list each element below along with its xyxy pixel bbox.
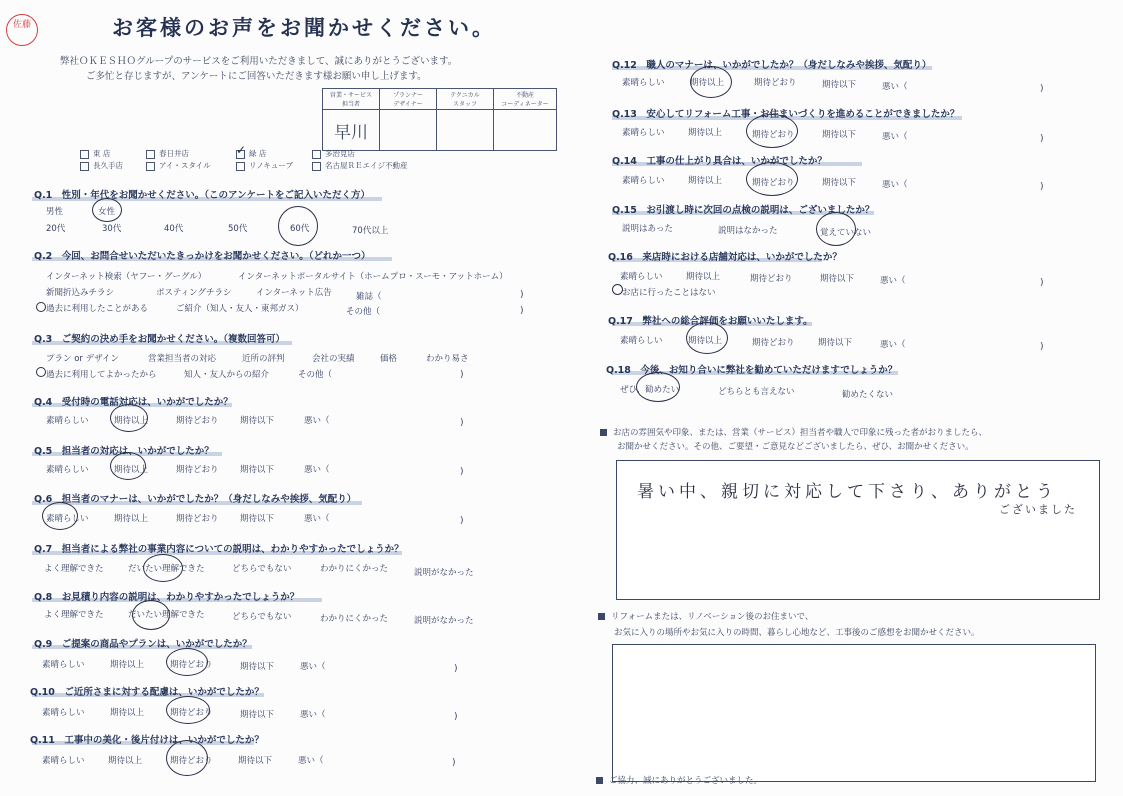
- store-checkbox-re-age[interactable]: 名古屋ＲＥエイジ不動産: [312, 160, 408, 171]
- square-bullet-icon: [598, 613, 605, 620]
- staff-value-planner[interactable]: [380, 110, 437, 151]
- q4-opt-1[interactable]: 素晴らしい: [46, 416, 89, 426]
- q16-opt-3[interactable]: 期待どおり: [750, 274, 793, 284]
- q13-opt-1[interactable]: 素晴らしい: [622, 128, 665, 138]
- q8-opt-3[interactable]: どちらでもない: [232, 612, 292, 622]
- q8-opt-2[interactable]: だいたい理解できた: [128, 610, 205, 620]
- q18-title: Q.18 今後、お知り合いに弊社を勧めていただけますでしょうか？: [606, 365, 898, 376]
- q1-title: Q.1 性別・年代をお聞かせください。（このアンケートをご記入いただく方）: [34, 190, 370, 201]
- q2-opt-posting[interactable]: ポスティングチラシ: [156, 288, 232, 298]
- comment1-prompt-line2: お聞かせください。その他、ご要望・ご意見などございましたら、ぜひ、お聞かせください。: [617, 442, 974, 452]
- answer-circle: [36, 367, 46, 377]
- q5-title: Q.5 担当者の対応は、いかがでしたか？: [34, 446, 214, 457]
- q7-opt-5[interactable]: 説明がなかった: [414, 568, 474, 578]
- q5-paren-close: ): [460, 467, 464, 477]
- store-checkbox-renocube[interactable]: リノキューブ: [236, 160, 293, 171]
- q10-opt-4[interactable]: 期待以下: [240, 710, 275, 720]
- staff-header-technical: テクニカル スタッフ: [437, 89, 494, 110]
- q2-paren-close: ): [520, 306, 524, 316]
- q8-opt-1[interactable]: よく理解できた: [44, 610, 104, 620]
- page-title: お客様のお声をお聞かせください。: [112, 16, 496, 40]
- q2-opt-webad[interactable]: インターネット広告: [256, 288, 332, 298]
- q4-opt-4[interactable]: 期待以下: [240, 416, 275, 426]
- staff-header-realestate: 不動産 コーディネーター: [494, 89, 557, 110]
- q10-opt-5[interactable]: 悪い（: [300, 710, 326, 720]
- q11-opt-4[interactable]: 期待以下: [238, 756, 273, 766]
- q12-opt-1[interactable]: 素晴らしい: [622, 78, 665, 88]
- q11-title: Q.11 工事中の美化・後片付けは、いかがでしたか？: [30, 735, 264, 746]
- q10-opt-1[interactable]: 素晴らしい: [42, 708, 85, 718]
- q9-opt-1[interactable]: 素晴らしい: [42, 660, 85, 670]
- comment2-textarea[interactable]: [612, 644, 1096, 782]
- q17-title: Q.17 弊社への総合評価をお願いいたします。: [608, 316, 813, 327]
- answer-circle: [110, 452, 149, 480]
- q14-paren-close: ): [1040, 182, 1044, 192]
- q3-opt-plan[interactable]: プラン or デザイン: [46, 354, 120, 364]
- q7-opt-1[interactable]: よく理解できた: [44, 564, 104, 574]
- answer-circle: [42, 502, 78, 530]
- q16-title: Q.16 来店時における店舗対応は、いかがでしたか？: [608, 252, 842, 263]
- q3-opt-track[interactable]: 会社の実績: [312, 354, 355, 364]
- q11-opt-3[interactable]: 期待どおり: [170, 756, 213, 766]
- q17-opt-1[interactable]: 素晴らしい: [620, 336, 663, 346]
- q10-title: Q.10 ご近所さまに対する配慮は、いかがでしたか？: [30, 687, 264, 698]
- q14-opt-5[interactable]: 悪い（: [882, 180, 908, 190]
- q4-title: Q.4 受付時の電話対応は、いかがでしたか？: [34, 397, 233, 408]
- q2-opt-magazine[interactable]: 雑誌（: [356, 292, 382, 302]
- q4-opt-2[interactable]: 期待以上: [114, 416, 149, 426]
- q9-opt-4[interactable]: 期待以下: [240, 662, 275, 672]
- q11-opt-1[interactable]: 素晴らしい: [42, 756, 85, 766]
- q3-title: Q.3 ご契約の決め手をお聞かせください。（複数回答可）: [34, 334, 286, 345]
- thanks-line: ご協力、誠にありがとうございました。: [596, 774, 762, 786]
- q12-opt-3[interactable]: 期待どおり: [754, 78, 797, 88]
- q4-paren-close: ): [460, 418, 464, 428]
- q5-opt-2[interactable]: 期待以上: [114, 465, 149, 475]
- q2-opt-portal[interactable]: インターネットポータルサイト（ホームプロ・スーモ・アットホーム）: [238, 272, 508, 282]
- q7-opt-2[interactable]: だいたい理解できた: [128, 564, 205, 574]
- q1-opt-20s[interactable]: 20代: [46, 224, 66, 234]
- answer-circle: [166, 648, 208, 676]
- answer-circle: [686, 322, 728, 354]
- q18-opt-1[interactable]: ぜひ、勧めたい: [620, 385, 680, 395]
- q17-opt-5[interactable]: 悪い（: [880, 340, 906, 350]
- q16-opt-5[interactable]: 悪い（: [880, 276, 906, 286]
- answer-circle: [636, 372, 680, 402]
- q14-opt-4[interactable]: 期待以下: [822, 178, 857, 188]
- answer-circle: [690, 66, 732, 98]
- answer-circle: [746, 114, 798, 148]
- comment1-handwriting-line1: 暑い中、親切に対応して下さり、ありがとう: [637, 482, 1057, 502]
- comment1-handwriting-line2: ございました: [999, 503, 1077, 516]
- q7-opt-4[interactable]: わかりにくかった: [320, 564, 389, 574]
- q12-title: Q.12 職人のマナーは、いかがでしたか？（身だしなみや挨拶、気配り）: [612, 60, 932, 71]
- q12-opt-2[interactable]: 期待以上: [690, 78, 725, 88]
- q10-opt-3[interactable]: 期待どおり: [170, 708, 213, 718]
- q6-title: Q.6 担当者のマナーは、いかがでしたか？（身だしなみや挨拶、気配り）: [34, 494, 357, 505]
- q17-paren-close: ): [1040, 342, 1044, 352]
- q17-opt-3[interactable]: 期待どおり: [752, 338, 795, 348]
- checkbox-icon: [236, 162, 245, 171]
- answer-circle: [166, 740, 208, 776]
- store-checkbox-istyle[interactable]: アイ・スタイル: [146, 160, 211, 171]
- checkbox-icon: [312, 150, 321, 159]
- store-checkbox-tajimi[interactable]: 多治見店: [312, 148, 355, 159]
- q15-opt-3[interactable]: 覚えていない: [820, 228, 872, 238]
- q8-opt-4[interactable]: わかりにくかった: [320, 614, 389, 624]
- q5-opt-4[interactable]: 期待以下: [240, 465, 275, 475]
- intro-line-1: 弊社ＯＫＥＳＨＯグループのサービスをご利用いただきまして、誠にありがとうございます。: [60, 56, 458, 67]
- q1-opt-40s[interactable]: 40代: [164, 224, 184, 234]
- stamp-text: 佐藤: [12, 20, 31, 30]
- q13-title: Q.13 安心してリフォーム工事・お住まいづくりを進めることができましたか？: [612, 109, 960, 120]
- comment1-textarea[interactable]: [616, 460, 1100, 600]
- q12-opt-5[interactable]: 悪い（: [882, 82, 908, 92]
- q7-opt-3[interactable]: どちらでもない: [232, 564, 292, 574]
- q5-opt-5[interactable]: 悪い（: [304, 465, 330, 475]
- q18-opt-3[interactable]: 勧めたくない: [842, 390, 894, 400]
- q6-opt-2[interactable]: 期待以上: [114, 514, 149, 524]
- comment1-prompt-line1: お店の雰囲気や印象、または、営業（サービス）担当者や職人で印象に残った者がおりましたら、: [600, 426, 987, 438]
- q9-paren-close: ): [454, 664, 458, 674]
- q9-opt-3[interactable]: 期待どおり: [170, 660, 213, 670]
- answer-circle: [110, 404, 148, 432]
- q2-paren-close: ): [520, 290, 524, 300]
- store-checkbox-midori[interactable]: 緑 店 ✓: [236, 143, 267, 158]
- q13-opt-4[interactable]: 期待以下: [822, 130, 857, 140]
- staff-header-planner: プランナー デザイナー: [380, 89, 437, 110]
- q11-opt-5[interactable]: 悪い（: [298, 756, 324, 766]
- q16-opt-4[interactable]: 期待以下: [820, 274, 855, 284]
- q8-title: Q.8 お見積り内容の説明は、わかりやすかったでしょうか？: [34, 592, 300, 603]
- q16-opt-never[interactable]: お店に行ったことはない: [622, 288, 716, 298]
- q3-opt-price[interactable]: 価格: [380, 354, 398, 364]
- comment2-prompt-line1: リフォームまたは、リノベーション後のお住まいで、: [598, 610, 813, 622]
- q13-paren-close: ): [1040, 134, 1044, 144]
- answer-circle: [278, 206, 318, 246]
- q3-opt-sales[interactable]: 営業担当者の対応: [148, 354, 217, 364]
- q3-opt-clarity[interactable]: わかり易さ: [426, 354, 469, 364]
- q16-opt-2[interactable]: 期待以上: [686, 272, 721, 282]
- q2-opt-referral[interactable]: ご紹介（知人・友人・東邦ガス）: [176, 304, 304, 314]
- check-mark-icon: ✓: [236, 143, 247, 157]
- q3-opt-past-good[interactable]: 過去に利用してよかったから: [46, 370, 157, 380]
- q9-title: Q.9 ご提案の商品やプランは、いかがでしたか？: [34, 639, 252, 650]
- store-checkbox-nagakute[interactable]: 長久手店: [80, 160, 123, 171]
- q10-opt-2[interactable]: 期待以上: [110, 708, 145, 718]
- q15-opt-2[interactable]: 説明はなかった: [718, 226, 778, 236]
- answer-circle: [746, 162, 798, 196]
- q15-opt-1[interactable]: 説明はあった: [622, 224, 673, 234]
- checkbox-icon: [312, 162, 321, 171]
- checkbox-icon: [146, 162, 155, 171]
- q1-opt-30s[interactable]: 30代: [102, 224, 122, 234]
- answer-circle: [166, 696, 210, 724]
- q2-opt-other[interactable]: その他（: [346, 307, 381, 317]
- staff-value-realestate[interactable]: [494, 110, 557, 151]
- q3-opt-reputation[interactable]: 近所の評判: [242, 354, 285, 364]
- q9-opt-2[interactable]: 期待以上: [110, 660, 145, 670]
- square-bullet-icon: [596, 777, 603, 784]
- q14-opt-3[interactable]: 期待どおり: [752, 178, 795, 188]
- answer-circle: [92, 198, 122, 222]
- staff-value-sales[interactable]: 早川: [323, 110, 380, 151]
- q4-opt-3[interactable]: 期待どおり: [176, 416, 219, 426]
- q14-title: Q.14 工事の仕上がり具合は、いかがでしたか？: [612, 156, 827, 167]
- q14-opt-1[interactable]: 素晴らしい: [622, 176, 665, 186]
- q6-paren-close: ): [460, 516, 464, 526]
- answer-circle: [132, 600, 170, 630]
- q16-paren-close: ): [1040, 278, 1044, 288]
- q9-opt-5[interactable]: 悪い（: [300, 662, 326, 672]
- q1-opt-female[interactable]: 女性: [98, 207, 116, 217]
- checkbox-icon: [146, 150, 155, 159]
- comment2-prompt-line2: お気に入りの場所やお気に入りの時間、暮らし心地など、工事後のご感想をお聞かせください。: [614, 628, 980, 638]
- q6-opt-5[interactable]: 悪い（: [304, 514, 330, 524]
- q6-opt-1[interactable]: 素晴らしい: [46, 514, 89, 524]
- q6-opt-4[interactable]: 期待以下: [240, 514, 275, 524]
- store-checkbox-kasugai[interactable]: 春日井店: [146, 148, 189, 159]
- store-checkbox-higashi[interactable]: 東 店: [80, 148, 110, 159]
- q13-opt-5[interactable]: 悪い（: [882, 132, 908, 142]
- q3-opt-friend[interactable]: 知人・友人からの紹介: [184, 370, 270, 380]
- answer-circle: [816, 212, 856, 246]
- q3-opt-other[interactable]: その他（: [298, 370, 333, 380]
- q12-opt-4[interactable]: 期待以下: [822, 80, 857, 90]
- q2-title: Q.2 今回、お問合せいただいたきっかけをお聞かせください。（どれか一つ）: [34, 251, 371, 262]
- q16-opt-1[interactable]: 素晴らしい: [620, 272, 663, 282]
- answer-circle: [612, 284, 623, 295]
- q7-title: Q.7 担当者による弊社の事業内容についての説明は、わかりやすかったでしょうか？: [34, 544, 404, 555]
- q10-paren-close: ): [454, 712, 458, 722]
- q4-opt-5[interactable]: 悪い（: [304, 416, 330, 426]
- q15-title: Q.15 お引渡し時に次回の点検の説明は、ございましたか？: [612, 205, 875, 216]
- q14-opt-2[interactable]: 期待以上: [688, 176, 723, 186]
- q2-opt-flyer[interactable]: 新聞折込みチラシ: [46, 288, 115, 298]
- q18-opt-2[interactable]: どちらとも言えない: [718, 387, 795, 397]
- q2-opt-search[interactable]: インターネット検索（ヤフー・グーグル）: [46, 272, 207, 282]
- q8-opt-5[interactable]: 説明がなかった: [414, 616, 474, 626]
- q11-opt-2[interactable]: 期待以上: [108, 756, 143, 766]
- square-bullet-icon: [600, 429, 607, 436]
- q1-opt-male[interactable]: 男性: [46, 207, 64, 217]
- intro-line-2: ご多忙と存じますが、アンケートにご回答いただきます様お願い申し上げます。: [86, 71, 427, 82]
- q1-opt-70s[interactable]: 70代以上: [352, 226, 389, 236]
- q11-paren-close: ): [452, 758, 456, 768]
- q3-paren-close: ): [460, 370, 464, 380]
- staff-header-sales: 営業・サービス 担当者: [323, 89, 380, 110]
- answer-circle: [143, 554, 183, 582]
- q5-opt-1[interactable]: 素晴らしい: [46, 465, 89, 475]
- q17-opt-2[interactable]: 期待以上: [688, 336, 723, 346]
- staff-table: [322, 88, 557, 151]
- q13-opt-3[interactable]: 期待どおり: [752, 130, 795, 140]
- checkbox-icon: [80, 162, 89, 171]
- q5-opt-3[interactable]: 期待どおり: [176, 465, 219, 475]
- q1-opt-60s[interactable]: 60代: [290, 224, 310, 234]
- staff-value-technical[interactable]: [437, 110, 494, 151]
- checkbox-icon: [80, 150, 89, 159]
- name-stamp-seal: [6, 14, 38, 46]
- q13-opt-2[interactable]: 期待以上: [688, 128, 723, 138]
- q1-opt-50s[interactable]: 50代: [228, 224, 248, 234]
- q6-opt-3[interactable]: 期待どおり: [176, 514, 219, 524]
- answer-circle: [36, 302, 46, 312]
- q2-opt-past-use[interactable]: 過去に利用したことがある: [46, 304, 149, 314]
- q17-opt-4[interactable]: 期待以下: [818, 338, 853, 348]
- q12-paren-close: ): [1040, 84, 1044, 94]
